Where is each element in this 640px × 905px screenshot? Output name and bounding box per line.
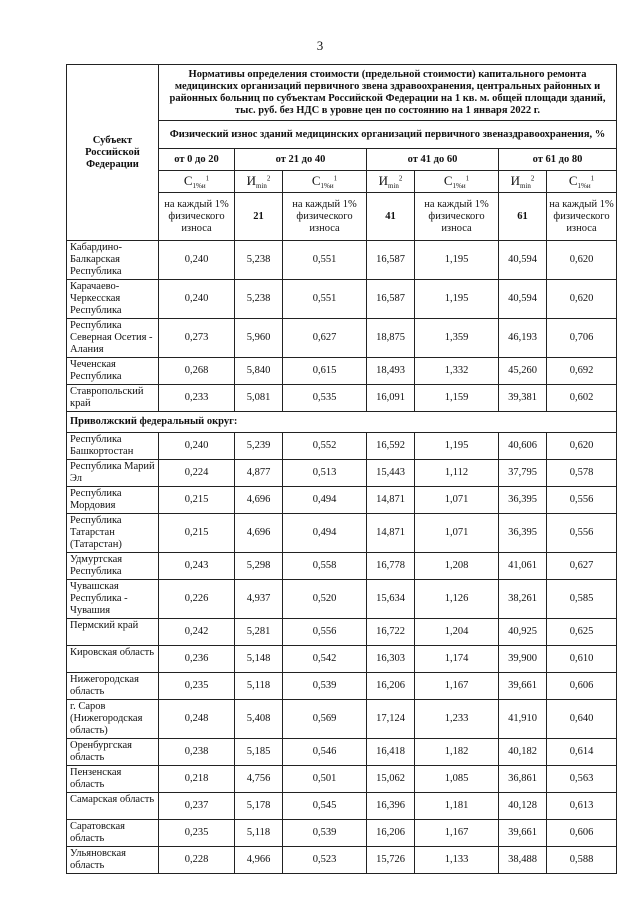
- value-cell: 0,545: [283, 793, 367, 820]
- value-cell: 0,224: [159, 460, 235, 487]
- value-cell: 0,556: [547, 514, 617, 553]
- table-row: [67, 700, 617, 739]
- table-row: [67, 280, 617, 319]
- value-cell: 1,112: [415, 460, 499, 487]
- table-row: [67, 385, 617, 412]
- value-cell: 0,569: [283, 700, 367, 739]
- value-cell: 0,501: [283, 766, 367, 793]
- value-cell: 1,359: [415, 319, 499, 358]
- value-cell: 0,606: [547, 820, 617, 847]
- value-cell: 0,513: [283, 460, 367, 487]
- value-cell: 0,248: [159, 700, 235, 739]
- value-cell: 0,240: [159, 280, 235, 319]
- value-cell: 38,488: [499, 847, 547, 874]
- symbol-c1: $С_{1\%и}^1$: [547, 171, 617, 193]
- table-row: [67, 319, 617, 358]
- value-cell: 16,722: [367, 619, 415, 646]
- value-cell: 40,128: [499, 793, 547, 820]
- value-cell: 39,661: [499, 673, 547, 700]
- value-cell: 0,551: [283, 241, 367, 280]
- value-cell: 18,493: [367, 358, 415, 385]
- value-cell: 16,592: [367, 433, 415, 460]
- value-cell: 15,634: [367, 580, 415, 619]
- value-cell: 16,091: [367, 385, 415, 412]
- value-cell: 0,613: [547, 793, 617, 820]
- value-cell: 0,627: [547, 553, 617, 580]
- value-cell: 1,071: [415, 487, 499, 514]
- subject-name: Республика Татарстан (Татарстан): [67, 514, 159, 553]
- imin-value: 21: [235, 193, 283, 241]
- table-body-volga: [67, 433, 617, 874]
- subject-name: Республика Башкортостан: [67, 433, 159, 460]
- value-cell: 16,206: [367, 820, 415, 847]
- value-cell: 40,925: [499, 619, 547, 646]
- value-cell: 5,148: [235, 646, 283, 673]
- value-cell: 0,494: [283, 487, 367, 514]
- value-cell: 0,588: [547, 847, 617, 874]
- value-cell: 0,520: [283, 580, 367, 619]
- subject-column-header: Субъект Российской Федерации: [67, 65, 159, 241]
- symbol-imin: $И_{min}^2$: [367, 171, 415, 193]
- value-cell: 15,062: [367, 766, 415, 793]
- value-cell: 16,587: [367, 241, 415, 280]
- value-cell: 1,195: [415, 433, 499, 460]
- value-cell: 17,124: [367, 700, 415, 739]
- value-cell: 0,706: [547, 319, 617, 358]
- value-cell: 0,620: [547, 433, 617, 460]
- value-cell: 4,756: [235, 766, 283, 793]
- table-row: [67, 847, 617, 874]
- range-21-40: от 21 до 40: [235, 149, 367, 171]
- value-cell: 0,215: [159, 514, 235, 553]
- value-cell: 1,167: [415, 673, 499, 700]
- value-cell: 0,610: [547, 646, 617, 673]
- value-cell: 0,243: [159, 553, 235, 580]
- value-cell: 0,563: [547, 766, 617, 793]
- value-cell: 0,237: [159, 793, 235, 820]
- value-cell: 5,081: [235, 385, 283, 412]
- table-body-north-caucasus: [67, 241, 617, 412]
- value-cell: 0,552: [283, 433, 367, 460]
- value-cell: 4,937: [235, 580, 283, 619]
- page-number: 3: [316, 38, 324, 53]
- value-cell: 41,910: [499, 700, 547, 739]
- value-cell: 0,523: [283, 847, 367, 874]
- value-cell: 36,395: [499, 514, 547, 553]
- subject-name: Пермский край: [67, 619, 159, 646]
- value-cell: 5,118: [235, 673, 283, 700]
- value-cell: 0,233: [159, 385, 235, 412]
- value-cell: 0,692: [547, 358, 617, 385]
- value-cell: 0,539: [283, 673, 367, 700]
- value-cell: 1,195: [415, 280, 499, 319]
- per-pct-note: на каждый 1% физического износа: [415, 193, 499, 241]
- section-volga: [67, 412, 617, 433]
- value-cell: 0,238: [159, 739, 235, 766]
- value-cell: 1,208: [415, 553, 499, 580]
- value-cell: 5,840: [235, 358, 283, 385]
- subject-name: Кировская область: [67, 646, 159, 673]
- value-cell: 0,273: [159, 319, 235, 358]
- section-title: Приволжский федеральный округ:: [67, 412, 617, 433]
- imin-value: 61: [499, 193, 547, 241]
- value-cell: 40,606: [499, 433, 547, 460]
- value-cell: 0,614: [547, 739, 617, 766]
- value-cell: 16,206: [367, 673, 415, 700]
- value-cell: 4,696: [235, 514, 283, 553]
- value-cell: 0,556: [283, 619, 367, 646]
- value-cell: 39,661: [499, 820, 547, 847]
- table-row: [67, 358, 617, 385]
- value-cell: 5,238: [235, 280, 283, 319]
- value-cell: 39,900: [499, 646, 547, 673]
- value-cell: 46,193: [499, 319, 547, 358]
- table-row: [67, 766, 617, 793]
- subject-name: Карачаево-Черкесская Республика: [67, 280, 159, 319]
- value-cell: 0,578: [547, 460, 617, 487]
- table-row: [67, 646, 617, 673]
- value-cell: 1,159: [415, 385, 499, 412]
- subject-name: Республика Северная Осетия - Алания: [67, 319, 159, 358]
- value-cell: 0,240: [159, 433, 235, 460]
- value-cell: 15,726: [367, 847, 415, 874]
- range-61-80: от 61 до 80: [499, 149, 617, 171]
- value-cell: 1,071: [415, 514, 499, 553]
- table-row: [67, 433, 617, 460]
- value-cell: 0,226: [159, 580, 235, 619]
- value-cell: 1,085: [415, 766, 499, 793]
- subject-name: г. Саров (Нижегородская область): [67, 700, 159, 739]
- value-cell: 5,408: [235, 700, 283, 739]
- value-cell: 0,625: [547, 619, 617, 646]
- value-cell: 0,494: [283, 514, 367, 553]
- value-cell: 0,236: [159, 646, 235, 673]
- value-cell: 37,795: [499, 460, 547, 487]
- value-cell: 40,594: [499, 280, 547, 319]
- subject-name: Республика Марий Эл: [67, 460, 159, 487]
- range-0-20: от 0 до 20: [159, 149, 235, 171]
- value-cell: 18,875: [367, 319, 415, 358]
- symbol-c1: $С_{1\%и}^1$: [415, 171, 499, 193]
- value-cell: 0,235: [159, 673, 235, 700]
- value-cell: 1,195: [415, 241, 499, 280]
- table-row: [67, 241, 617, 280]
- symbol-c1: $С_{1\%и}^1$: [159, 171, 235, 193]
- value-cell: 4,696: [235, 487, 283, 514]
- value-cell: 5,298: [235, 553, 283, 580]
- table-title: Нормативы определения стоимости (предельной стоимости) капитального ремонта медицинских организаций первичного звена здравоохранения, центральных районных и районных больниц по субъектам Российской Федерации на 1 кв. м. общей площади зданий, тыс. руб. без НДС в уровне цен по состоянию на 1 января 2022 г.: [159, 65, 617, 121]
- subject-name: Удмуртская Республика: [67, 553, 159, 580]
- value-cell: 1,133: [415, 847, 499, 874]
- value-cell: 0,546: [283, 739, 367, 766]
- subject-name: Чувашская Республика - Чувашия: [67, 580, 159, 619]
- value-cell: 0,542: [283, 646, 367, 673]
- value-cell: 0,268: [159, 358, 235, 385]
- value-cell: 5,238: [235, 241, 283, 280]
- per-pct-note: на каждый 1% физического износа: [283, 193, 367, 241]
- value-cell: 0,585: [547, 580, 617, 619]
- symbol-imin: $И_{min}^2$: [499, 171, 547, 193]
- table-row: [67, 793, 617, 820]
- value-cell: 36,395: [499, 487, 547, 514]
- range-41-60: от 41 до 60: [367, 149, 499, 171]
- symbol-imin: $И_{min}^2$: [235, 171, 283, 193]
- subject-name: Чеченская Республика: [67, 358, 159, 385]
- value-cell: 1,332: [415, 358, 499, 385]
- value-cell: 1,182: [415, 739, 499, 766]
- subject-name: Самарская область: [67, 793, 159, 820]
- table-row: [67, 739, 617, 766]
- subject-name: Республика Мордовия: [67, 487, 159, 514]
- value-cell: 1,181: [415, 793, 499, 820]
- subject-name: Оренбургская область: [67, 739, 159, 766]
- subject-name: Саратовская область: [67, 820, 159, 847]
- value-cell: 0,640: [547, 700, 617, 739]
- per-pct-note: на каждый 1% физического износа: [159, 193, 235, 241]
- value-cell: 16,396: [367, 793, 415, 820]
- value-cell: 40,594: [499, 241, 547, 280]
- value-cell: 0,558: [283, 553, 367, 580]
- value-cell: 16,418: [367, 739, 415, 766]
- table-row: [67, 487, 617, 514]
- value-cell: 0,551: [283, 280, 367, 319]
- value-cell: 38,261: [499, 580, 547, 619]
- value-cell: 15,443: [367, 460, 415, 487]
- value-cell: 1,126: [415, 580, 499, 619]
- value-cell: 40,182: [499, 739, 547, 766]
- table-row: [67, 673, 617, 700]
- value-cell: 0,615: [283, 358, 367, 385]
- value-cell: 45,260: [499, 358, 547, 385]
- subject-name: Пензенская область: [67, 766, 159, 793]
- value-cell: 0,620: [547, 280, 617, 319]
- subject-name: Нижегородская область: [67, 673, 159, 700]
- norms-table: [66, 64, 617, 874]
- value-cell: 14,871: [367, 514, 415, 553]
- value-cell: 39,381: [499, 385, 547, 412]
- value-cell: 5,185: [235, 739, 283, 766]
- value-cell: 36,861: [499, 766, 547, 793]
- table-row: [67, 460, 617, 487]
- value-cell: 14,871: [367, 487, 415, 514]
- value-cell: 1,174: [415, 646, 499, 673]
- value-cell: 1,167: [415, 820, 499, 847]
- value-cell: 1,233: [415, 700, 499, 739]
- value-cell: 4,877: [235, 460, 283, 487]
- value-cell: 41,061: [499, 553, 547, 580]
- value-cell: 0,606: [547, 673, 617, 700]
- imin-value: 41: [367, 193, 415, 241]
- value-cell: 0,228: [159, 847, 235, 874]
- value-cell: 5,178: [235, 793, 283, 820]
- value-cell: 0,218: [159, 766, 235, 793]
- value-cell: 0,556: [547, 487, 617, 514]
- table-row: [67, 619, 617, 646]
- table-row: [67, 580, 617, 619]
- value-cell: 1,204: [415, 619, 499, 646]
- value-cell: 5,960: [235, 319, 283, 358]
- value-cell: 0,240: [159, 241, 235, 280]
- value-cell: 0,215: [159, 487, 235, 514]
- value-cell: 16,778: [367, 553, 415, 580]
- value-cell: 0,539: [283, 820, 367, 847]
- table-row: [67, 514, 617, 553]
- subject-name: Ставропольский край: [67, 385, 159, 412]
- per-pct-note: на каждый 1% физического износа: [547, 193, 617, 241]
- value-cell: 16,587: [367, 280, 415, 319]
- value-cell: 16,303: [367, 646, 415, 673]
- value-cell: 0,242: [159, 619, 235, 646]
- subject-name: Кабардино-Балкарская Республика: [67, 241, 159, 280]
- subject-name: Ульяновская область: [67, 847, 159, 874]
- value-cell: 0,235: [159, 820, 235, 847]
- symbol-c1: $С_{1\%и}^1$: [283, 171, 367, 193]
- table-row: [67, 820, 617, 847]
- table-row: [67, 553, 617, 580]
- wear-subtitle: Физический износ зданий медицинских организаций первичного звеназдравоохранения, %: [159, 121, 617, 149]
- value-cell: 0,627: [283, 319, 367, 358]
- value-cell: 0,535: [283, 385, 367, 412]
- value-cell: 5,281: [235, 619, 283, 646]
- value-cell: 4,966: [235, 847, 283, 874]
- value-cell: 0,602: [547, 385, 617, 412]
- value-cell: 5,239: [235, 433, 283, 460]
- value-cell: 0,620: [547, 241, 617, 280]
- value-cell: 5,118: [235, 820, 283, 847]
